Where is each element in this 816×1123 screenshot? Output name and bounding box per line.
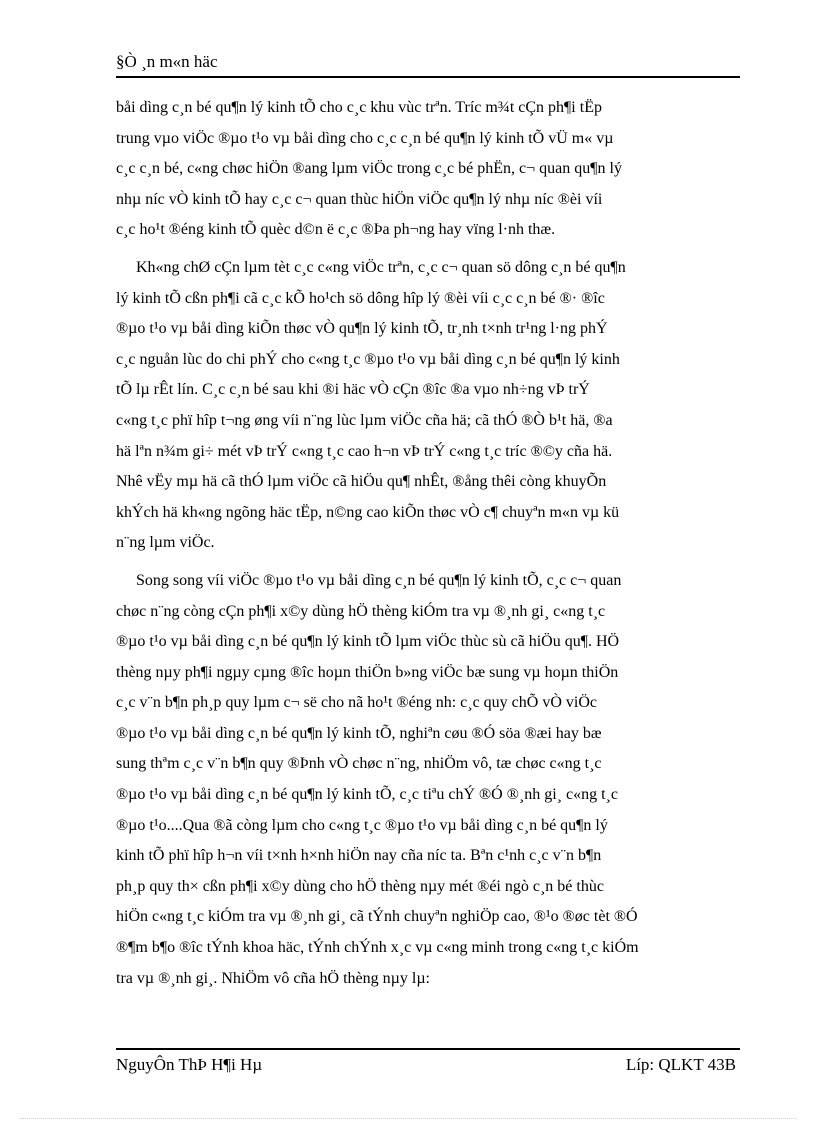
text-line: thèng nµy ph¶i ngµy cµng ®îc hoµn thiÖn b»ng viÖc bæ sung vµ hoµn thiÖn — [116, 663, 619, 681]
text-line: ®µo t¹o....Qua ®ã còng lµm cho c«ng t¸c ®µo t¹o vµ båi dìng c¸n bé qu¶n lý — [116, 816, 608, 834]
text-line: Song song víi viÖc ®µo t¹o vµ båi dìng c¸n bé qu¶n lý kinh tÕ, c¸c c¬ quan — [116, 571, 622, 589]
text-line: c¸c c¸n bé, c«ng chøc hiÖn ®ang lµm viÖc trong c¸c bé phËn, c¬ quan qu¶n lý — [116, 160, 622, 178]
paragraph-2 — [116, 253, 740, 559]
header-title: §Ò ¸n m«n häc — [116, 52, 218, 71]
text-line: Nhê vËy mµ hä cã thÓ lµm viÖc cã hiÖu qu¶ nhÊt, ®ång thêi còng khuyÕn — [116, 473, 607, 491]
text-line: nhµ níc vÒ kinh tÕ hay c¸c c¬ quan thùc hiÖn viÖc qu¶n lý nhµ níc ®èi víi — [116, 190, 603, 208]
page-footer — [116, 1048, 740, 1080]
page-bottom-rule — [20, 1118, 796, 1119]
text-line: trung vµo viÖc ®µo t¹o vµ båi dìng cho c¸c c¸n bé qu¶n lý kinh tÕ vÜ m« vµ — [116, 129, 614, 147]
text-line: ®µo t¹o vµ båi dìng c¸n bé qu¶n lý kinh tÕ, nghiªn cøu ®Ó söa ®æi hay bæ — [116, 724, 602, 742]
text-line: c«ng t¸c phï hîp t¬ng øng víi n¨ng lùc lµm viÖc cña hä; cã thÓ ®Ò b¹t hä, ®a — [116, 411, 613, 429]
text-line: tÕ lµ rÊt lín. C¸c c¸n bé sau khi ®i häc vÒ cÇn ®îc ®a vµo nh÷ng vÞ trÝ — [116, 381, 590, 399]
document-body — [116, 93, 740, 994]
footer-author: NguyÔn ThÞ H¶i Hµ — [116, 1055, 263, 1074]
text-line: ®µo t¹o vµ båi dìng kiÕn thøc vÒ qu¶n lý kinh tÕ, tr¸nh t×nh tr¹ng l·ng phÝ — [116, 320, 608, 338]
text-line: Kh«ng chØ cÇn lµm tèt c¸c c«ng viÖc trªn, c¸c c¬ quan sö dông c¸n bé qu¶n — [116, 258, 626, 276]
text-line: hä lªn n¾m gi÷ mét vÞ trÝ c«ng t¸c cao h¬n vÞ trÝ c«ng t¸c tríc ®©y cña hä. — [116, 442, 613, 460]
text-line: sung thªm c¸c v¨n b¶n quy ®Þnh vÒ chøc n¨ng, nhiÖm vô, tæ chøc c«ng t¸c — [116, 755, 602, 773]
text-line: ®¶m b¶o ®îc tÝnh khoa häc, tÝnh chÝnh x¸c vµ c«ng minh trong c«ng t¸c kiÓm — [116, 939, 639, 957]
text-line: tra vµ ®¸nh gi¸. NhiÖm vô cña hÖ thèng nµy lµ: — [116, 969, 430, 987]
paragraph-1 — [116, 93, 740, 246]
text-line: båi dìng c¸n bé qu¶n lý kinh tÕ cho c¸c khu vùc trªn. Tríc m¾t cÇn ph¶i tËp — [116, 99, 602, 116]
text-line: hiÖn c«ng t¸c kiÓm tra vµ ®¸nh gi¸ cã tÝnh chuyªn nghiÖp cao, ®¹o ®øc tèt ®Ó — [116, 908, 638, 926]
text-line: c¸c ho¹t ®éng kinh tÕ quèc d©n ë c¸c ®Þa ph¬ng hay vïng l·nh thæ. — [116, 221, 556, 239]
text-line: n¨ng lµm viÖc. — [116, 534, 215, 552]
text-line: kinh tÕ phï hîp h¬n víi t×nh h×nh hiÖn nay cña níc ta. Bªn c¹nh c¸c v¨n b¶n — [116, 847, 602, 865]
text-line: c¸c v¨n b¶n ph¸p quy lµm c¬ së cho nã ho¹t ®éng nh: c¸c quy chÕ vÒ viÖc — [116, 694, 597, 712]
text-line: chøc n¨ng còng cÇn ph¶i x©y dùng hÖ thèng kiÓm tra vµ ®¸nh gi¸ c«ng t¸c — [116, 602, 606, 620]
text-line: lý kinh tÕ cßn ph¶i cã c¸c kÕ ho¹ch sö dông hîp lý ®èi víi c¸c c¸n bé ®· ®îc — [116, 289, 605, 307]
paragraph-3 — [116, 566, 740, 994]
text-line: ®µo t¹o vµ båi dìng c¸n bé qu¶n lý kinh tÕ, c¸c tiªu chÝ ®Ó ®¸nh gi¸ c«ng t¸c — [116, 786, 618, 804]
text-line: c¸c nguån lùc do chi phÝ cho c«ng t¸c ®µo t¹o vµ båi dìng c¸n bé qu¶n lý kinh — [116, 350, 620, 368]
text-line: ®µo t¹o vµ båi dìng c¸n bé qu¶n lý kinh tÕ lµm viÖc thùc sù cã hiÖu qu¶. HÖ — [116, 633, 620, 651]
footer-class: Líp: QLKT 43B — [625, 1055, 736, 1074]
page-header — [116, 50, 740, 78]
text-line: khÝch hä kh«ng ngõng häc tËp, n©ng cao kiÕn thøc vÒ c¶ chuyªn m«n vµ kü — [116, 503, 620, 521]
text-line: ph¸p quy th× cßn ph¶i x©y dùng cho hÖ thèng nµy mét ®éi ngò c¸n bé thùc — [116, 877, 604, 895]
